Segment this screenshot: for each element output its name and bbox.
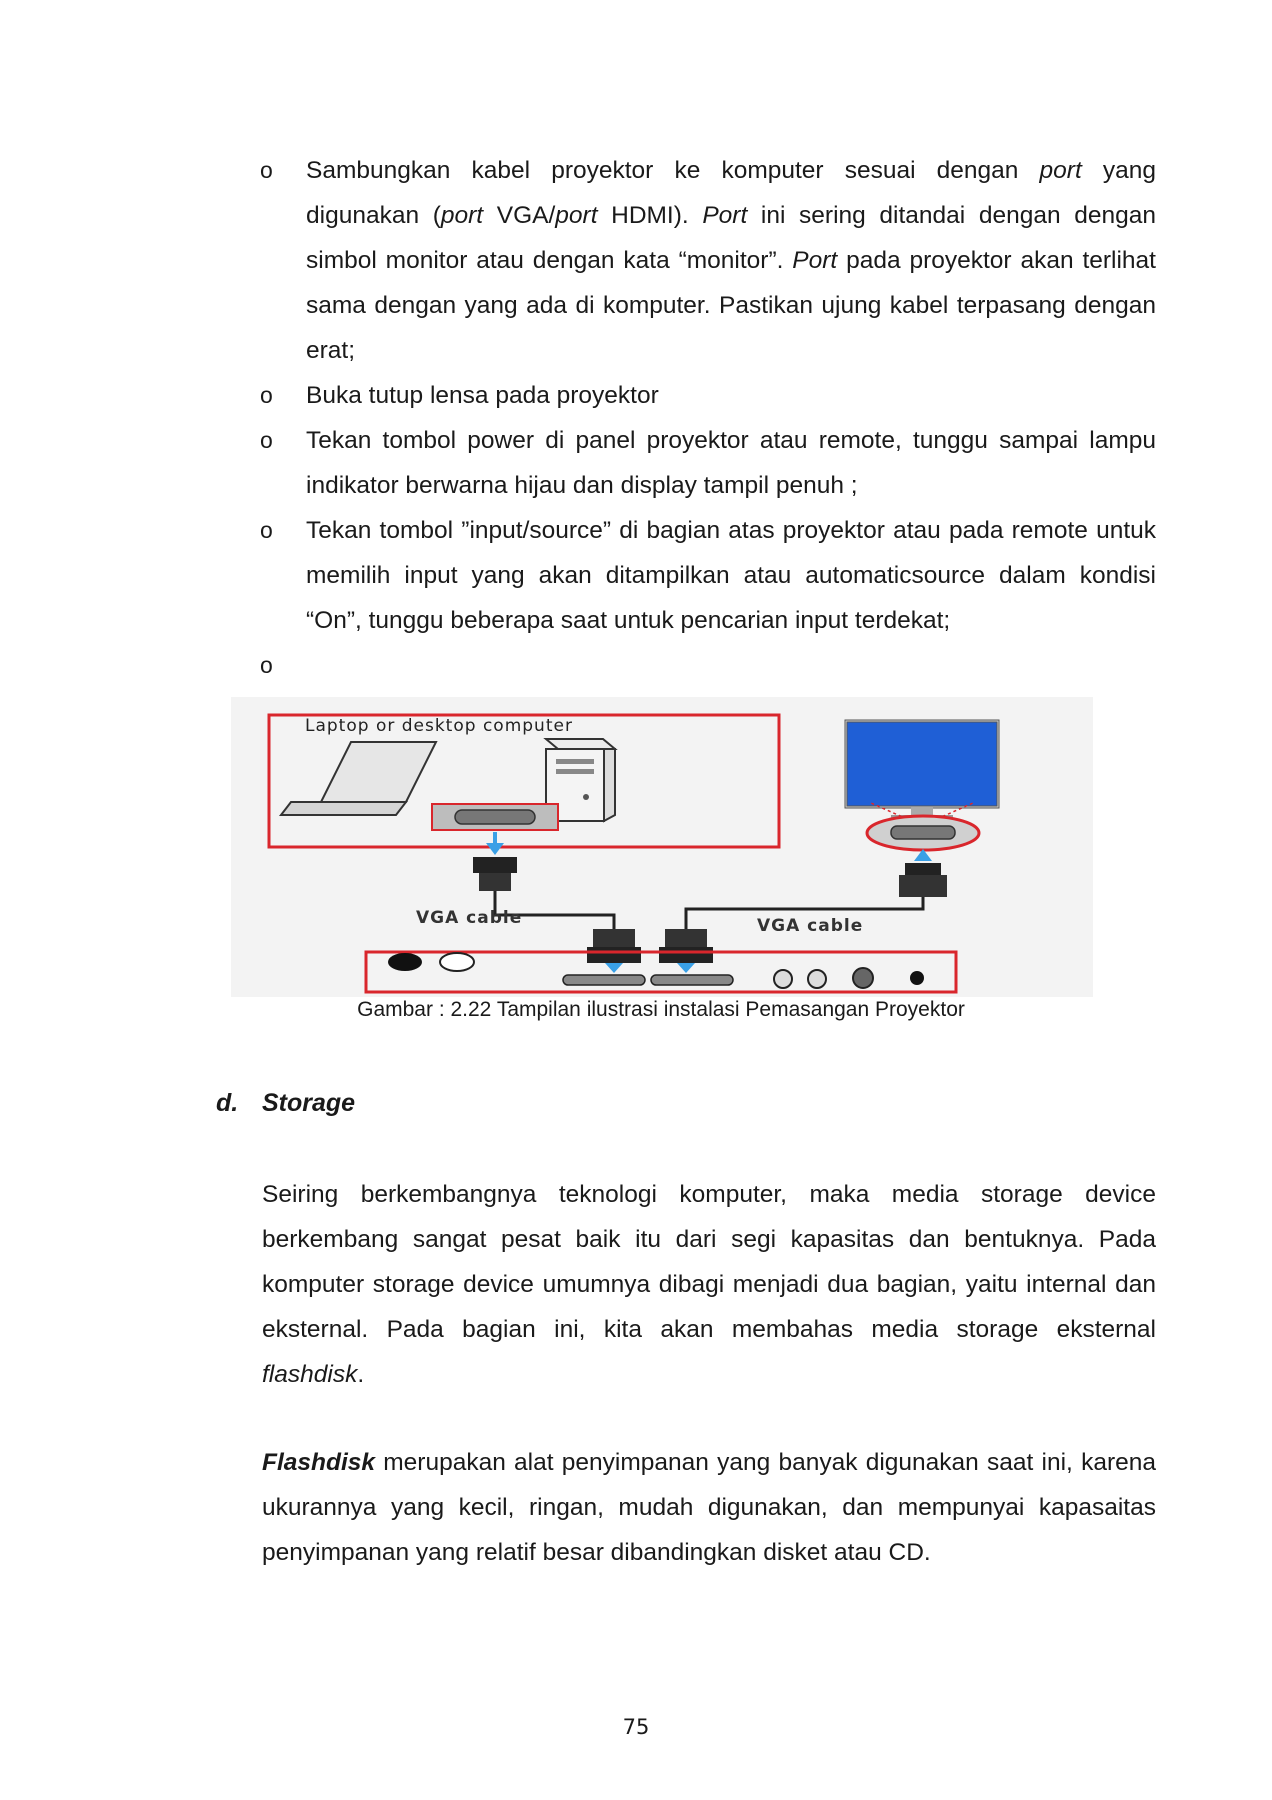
laptop-icon bbox=[281, 742, 436, 815]
right-cable-label: VGA cable bbox=[757, 916, 864, 936]
bullet-text: Buka tutup lensa pada proyektor bbox=[306, 382, 659, 409]
jack-port-icon bbox=[910, 971, 924, 985]
left-cable-label: VGA cable bbox=[416, 908, 523, 928]
bullet-marker: o bbox=[260, 157, 273, 183]
bullet-marker: o bbox=[260, 517, 273, 543]
bullet-item bbox=[0, 418, 1272, 508]
bullet-text: Tekan tombol power di panel proyektor atau remote, tunggu sampai lampu indikator berwarna hijau dan display tampil penuh ; bbox=[306, 427, 1156, 499]
vga-plug-icon bbox=[587, 929, 641, 963]
page-number: 75 bbox=[622, 1715, 650, 1739]
bullet-item bbox=[0, 508, 1272, 643]
vga-port-icon bbox=[563, 975, 645, 985]
power-button-icon bbox=[388, 953, 422, 971]
storage-paragraph: Seiring berkembangnya teknologi komputer, maka media storage device berkembang sangat pesat baik itu dari segi kapasitas dan bentuknya. Pada komputer storage device umumnya dibagi menjadi dua bagian, yaitu internal dan eksternal. Pada bagian ini, kita akan membahas media storage eksternal flashdisk. bbox=[262, 1181, 1156, 1388]
vga-port-icon bbox=[651, 975, 733, 985]
button-icon bbox=[440, 953, 474, 971]
audio-port-icon bbox=[808, 970, 826, 988]
vga-plug-icon bbox=[473, 857, 517, 891]
vga-plug-icon bbox=[899, 863, 947, 897]
arrow-down-icon bbox=[677, 963, 695, 973]
bullet-marker: o bbox=[260, 652, 273, 678]
bullet-item bbox=[0, 148, 1272, 373]
monitor-icon bbox=[846, 721, 998, 821]
bullet-text: Tekan tombol ”input/source” di bagian atas proyektor atau pada remote untuk memilih input yang akan ditampilkan atau automaticsource dalam kondisi “On”, tunggu beberapa saat untuk pencarian input terdekat; bbox=[306, 517, 1156, 634]
flashdisk-paragraph: Flashdisk merupakan alat penyimpanan yang banyak digunakan saat ini, karena ukurannya yang kecil, ringan, mudah digunakan, dan mempunyai kapasaitas penyimpanan yang relatif besar dibandingkan disket atau CD. bbox=[262, 1449, 1156, 1566]
bullet-text: Sambungkan kabel proyektor ke komputer sesuai dengan port yang digunakan (port VGA/port HDMI). Port ini sering ditandai dengan dengan simbol monitor atau dengan kata “monitor”. Port pada proyektor akan terlihat sama dengan yang ada di komputer. Pastikan ujung kabel terpasang dengan erat; bbox=[306, 157, 1157, 364]
bullet-text bbox=[306, 643, 1156, 688]
connection-diagram bbox=[231, 697, 1093, 997]
section-letter: d. bbox=[216, 1089, 239, 1117]
bullet-list bbox=[0, 148, 1272, 688]
section-title: Storage bbox=[262, 1089, 356, 1117]
projector-installation-figure bbox=[231, 697, 1093, 997]
bullet-marker: o bbox=[260, 427, 273, 453]
bullet-item bbox=[0, 643, 1272, 688]
svideo-port-icon bbox=[853, 968, 873, 988]
section-heading bbox=[216, 1085, 355, 1121]
computer-label: Laptop or desktop computer bbox=[305, 716, 573, 736]
vga-plug-icon bbox=[659, 929, 713, 963]
figure-caption: Gambar : 2.22 Tampilan ilustrasi instalasi Pemasangan Proyektor bbox=[357, 998, 965, 1021]
arrow-down-icon bbox=[605, 963, 623, 973]
audio-port-icon bbox=[774, 970, 792, 988]
bullet-item bbox=[0, 373, 1272, 418]
bullet-marker: o bbox=[260, 382, 273, 408]
